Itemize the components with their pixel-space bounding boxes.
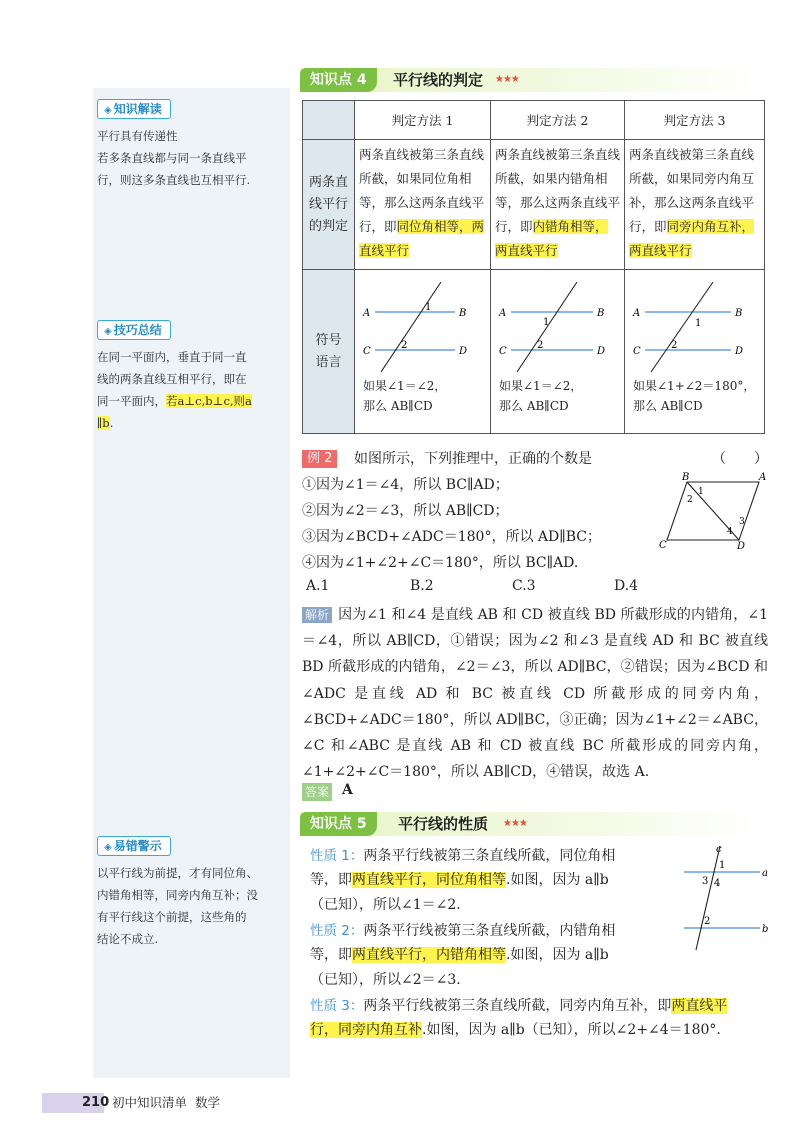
svg-text:1: 1 <box>698 487 704 497</box>
svg-text:2: 2 <box>687 495 693 505</box>
svg-text:b: b <box>762 924 769 935</box>
svg-text:C: C <box>363 346 371 357</box>
tag-icon: ◈ <box>104 326 112 337</box>
symbol-cell-3 <box>625 270 765 434</box>
svg-text:c: c <box>716 844 722 855</box>
kp4-tag: 知识点 4 <box>300 68 377 92</box>
alternate-angles-figure <box>491 270 623 376</box>
highlight: 同旁内角互补，两直线平行 <box>629 219 755 258</box>
property-1-label: 性质 1： <box>310 848 364 864</box>
svg-text:D: D <box>735 346 744 357</box>
example-question: 如图所示，下列推理中，正确的个数是 <box>354 451 592 467</box>
example-item: ④因为∠1+∠2+∠C＝180°，所以 BC∥AD. <box>302 555 579 571</box>
zhishi-line: 平行具有传递性 <box>97 129 178 143</box>
svg-text:C: C <box>499 346 507 357</box>
kp5-stars: ★★★ <box>503 818 527 829</box>
example-badge: 例 2 <box>302 450 337 468</box>
option-a: A.1 <box>306 578 330 594</box>
svg-text:a: a <box>762 868 768 879</box>
table-corner <box>303 101 355 140</box>
svg-text:3: 3 <box>739 517 745 527</box>
highlight: 内错角相等，两直线平行 <box>495 219 608 258</box>
analysis-badge: 解析 <box>302 607 332 623</box>
method-text-1: 两条直线被第三条直线所截，如果同位角相等，那么这两条直线平行，即同位角相等，两直线平行 <box>355 140 491 270</box>
sidebar-zhishi <box>97 98 292 191</box>
method-text-2: 两条直线被第三条直线所截，如果内错角相等，那么这两条直线平行，即内错角相等，两直线平行 <box>491 140 625 270</box>
example-parallelogram-figure <box>655 470 770 552</box>
property-2-line: 等，即两直线平行，内错角相等.如图，因为 a∥b <box>310 947 609 963</box>
svg-text:B: B <box>459 308 467 319</box>
svg-text:1: 1 <box>695 318 702 329</box>
svg-text:A: A <box>363 308 371 319</box>
table-header: 判定方法 1 <box>355 101 491 140</box>
svg-text:2: 2 <box>671 340 678 351</box>
symbol-caption-2: 如果∠1＝∠2， 那么 AB∥CD <box>499 379 583 413</box>
symbol-caption-1: 如果∠1＝∠2， 那么 AB∥CD <box>363 379 447 413</box>
svg-text:A: A <box>759 472 767 483</box>
kp4-title: 平行线的判定 <box>393 71 484 89</box>
jiqiao-line: 在同一平面内，垂直于同一直 <box>97 350 247 364</box>
yicuo-line: 结论不成立. <box>97 932 159 946</box>
property-1-line: 性质 1：两条平行线被第三条直线所截，同位角相 <box>310 848 616 864</box>
highlight: 两直线平行，内错角相等 <box>352 947 506 963</box>
zhishi-line: 行，则这多条直线也互相平行. <box>97 173 251 187</box>
table-header: 判定方法 2 <box>491 101 625 140</box>
property-2-line: （已知），所以∠2＝∠3. <box>310 972 461 988</box>
row-label-judgement: 两条直 线平行 的判定 <box>303 140 355 270</box>
tag-icon: ◈ <box>104 842 112 853</box>
svg-text:3: 3 <box>702 876 709 887</box>
highlight: ∥b <box>97 416 110 430</box>
svg-text:4: 4 <box>727 527 733 537</box>
property-3-line: 行，同旁内角互补.如图，因为 a∥b（已知），所以∠2+∠4＝180°. <box>310 1022 721 1038</box>
example-item: ①因为∠1＝∠4，所以 BC∥AD； <box>302 477 509 493</box>
jiqiao-line: 同一平面内，若a⊥c,b⊥c,则a <box>97 394 252 408</box>
tag-icon: ◈ <box>104 105 112 116</box>
yicuo-line: 有平行线这个前提，这些角的 <box>97 910 247 924</box>
answer-value: A <box>342 782 353 798</box>
property-3-label: 性质 3： <box>310 998 364 1014</box>
row-label-symbol: 符号 语言 <box>303 270 355 434</box>
property-3-line: 性质 3：两条平行线被第三条直线所截，同旁内角互补，即两直线平 <box>310 998 728 1014</box>
jiqiao-line: 线的两条直线互相平行，即在 <box>97 372 247 386</box>
symbol-cell-1 <box>355 270 491 434</box>
symbol-cell-2 <box>491 270 625 434</box>
footer-title: 初中知识清单 数学 <box>112 1095 220 1110</box>
property-1-line: 等，即两直线平行，同位角相等.如图，因为 a∥b <box>310 872 609 888</box>
svg-text:2: 2 <box>401 340 408 351</box>
properties-figure <box>672 842 782 954</box>
symbol-caption-3: 如果∠1+∠2＝180°， 那么 AB∥CD <box>633 379 756 413</box>
methods-table <box>302 100 765 434</box>
highlight: 两直线平行，同位角相等 <box>352 872 506 888</box>
co-interior-angles-figure <box>625 270 763 376</box>
property-2-label: 性质 2： <box>310 923 364 939</box>
svg-text:1: 1 <box>719 860 726 871</box>
svg-text:A: A <box>499 308 507 319</box>
kp4-stars: ★★★ <box>495 74 519 85</box>
svg-text:D: D <box>737 541 746 552</box>
table-header: 判定方法 3 <box>625 101 765 140</box>
svg-text:2: 2 <box>704 916 711 927</box>
sidebar-jiqiao <box>97 319 292 434</box>
yicuo-line: 以平行线为前提，才有同位角、 <box>97 866 258 880</box>
svg-text:1: 1 <box>425 302 432 313</box>
page-number: 210 <box>82 1095 110 1110</box>
option-c: C.3 <box>512 578 536 594</box>
yicuo-line: 内错角相等，同旁内角互补；没 <box>97 888 258 902</box>
svg-text:2: 2 <box>537 340 544 351</box>
jiqiao-text <box>97 346 292 434</box>
highlight: 若a⊥c,b⊥c,则a <box>166 394 252 408</box>
svg-text:C: C <box>659 540 667 551</box>
jiqiao-tag: ◈ 技巧总结 <box>97 320 171 340</box>
zhishi-tag: ◈ 知识解读 <box>97 99 171 119</box>
svg-text:D: D <box>597 346 606 357</box>
corresponding-angles-figure <box>355 270 489 376</box>
jiqiao-line: ∥b. <box>97 416 114 430</box>
svg-text:B: B <box>682 472 690 483</box>
yicuo-text <box>97 862 292 950</box>
svg-text:D: D <box>459 346 468 357</box>
svg-text:A: A <box>633 308 641 319</box>
highlight: 同位角相等，两直线平行 <box>359 219 485 258</box>
option-d: D.4 <box>614 578 639 594</box>
kp5-title: 平行线的性质 <box>398 815 489 833</box>
kp5-tag: 知识点 5 <box>300 812 377 836</box>
yicuo-tag: ◈ 易错警示 <box>97 836 171 856</box>
analysis-paragraph: 解析 因为∠1 和∠4 是直线 AB 和 CD 被直线 BD 所截形成的内错角，∠1＝∠4，所以 AB∥CD，①错误；因为∠2 和∠3 是直线 AD 和 BC 被直线 BD 所截形成的内错角，∠2＝∠3，所以 AD∥BC，②错误；因为∠BCD 和∠ADC 是直线 AD 和 BC 被直线 CD 所截形成的同旁内角，∠BCD+∠ADC＝180°，所以 AD∥BC，③正确；因为∠1+∠2＝∠ABC，∠C 和∠ABC 是直线 AB 和 CD 被直线 BC 所截形成的同旁内角，∠1+∠2+∠C＝180°，所以 AB∥CD，④错误，故选 A. <box>302 607 768 781</box>
zhishi-line: 若多条直线都与同一条直线平 <box>97 151 247 165</box>
example-item: ②因为∠2＝∠3，所以 AB∥CD； <box>302 503 509 519</box>
property-1-line: （已知），所以∠1＝∠2. <box>310 897 461 913</box>
option-b: B.2 <box>410 578 434 594</box>
svg-text:C: C <box>633 346 641 357</box>
example-item: ③因为∠BCD+∠ADC＝180°，所以 AD∥BC； <box>302 529 601 545</box>
svg-text:B: B <box>735 308 743 319</box>
answer-parentheses: （ ） <box>712 451 768 467</box>
zhishi-text <box>97 125 292 191</box>
answer-badge: 答案 <box>302 783 332 801</box>
property-2-line: 性质 2：两条平行线被第三条直线所截，内错角相 <box>310 923 616 939</box>
svg-text:4: 4 <box>714 878 721 889</box>
svg-text:B: B <box>597 308 605 319</box>
method-text-3: 两条直线被第三条直线所截，如果同旁内角互补，那么这两条直线平行，即同旁内角互补，两直线平行 <box>625 140 765 270</box>
svg-text:1: 1 <box>543 317 550 328</box>
highlight: 两直线平 <box>671 998 728 1014</box>
sidebar-yicuo <box>97 835 292 950</box>
highlight: 行，同旁内角互补 <box>310 1022 422 1038</box>
